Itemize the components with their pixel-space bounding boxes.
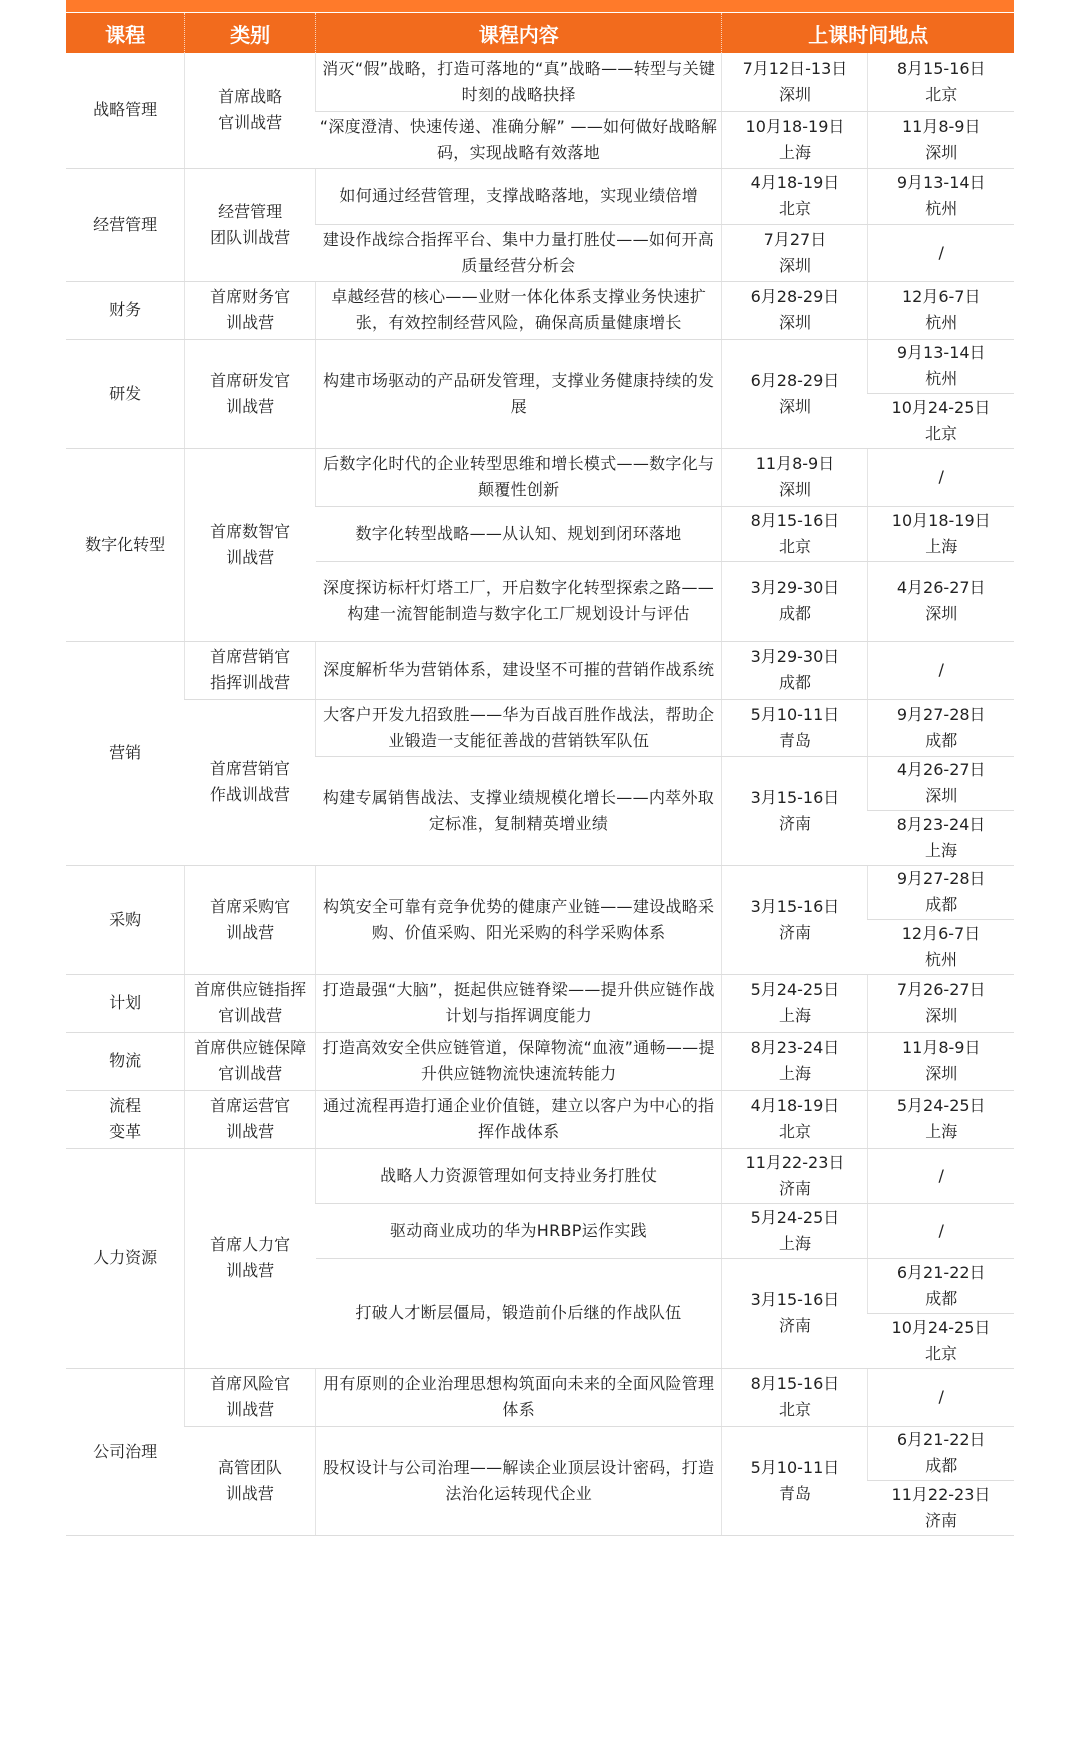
course-category-cell: 首席采购官 训战营	[185, 865, 316, 974]
session-2-cell: /	[868, 448, 1014, 506]
course-category-cell: 首席供应链保障 官训战营	[185, 1032, 316, 1090]
course-category-cell: 首席人力官 训战营	[185, 1148, 316, 1368]
session-2-cell: /	[868, 224, 1014, 281]
course-category-cell: 首席运营官 训战营	[185, 1090, 316, 1148]
course-content-cell: 驱动商业成功的华为HRBP运作实践	[316, 1203, 722, 1258]
course-content-cell: 构建专属销售战法、支撑业绩规模化增长——内萃外取定标准，复制精英增业绩	[316, 756, 722, 865]
session-2-cell: 8月15-16日 北京	[868, 53, 1014, 111]
course-subject-cell: 公司治理	[66, 1368, 185, 1535]
session-1-cell: 10月18-19日 上海	[722, 111, 868, 168]
table-row	[66, 339, 1014, 393]
session-1-cell: 3月29-30日 成都	[722, 641, 868, 699]
session-2-cell: 12月6-7日 杭州	[868, 281, 1014, 339]
course-category-cell: 首席数智官 训战营	[185, 448, 316, 641]
table-row	[66, 53, 1014, 111]
session-1-cell: 5月10-11日 青岛	[722, 699, 868, 756]
course-content-cell: 战略人力资源管理如何支持业务打胜仗	[316, 1148, 722, 1203]
table-row	[66, 699, 1014, 756]
course-subject-cell: 研发	[66, 339, 185, 448]
course-category-cell: 首席研发官 训战营	[185, 339, 316, 448]
session-1-cell: 6月28-29日 深圳	[722, 339, 868, 448]
session-2-cell: 11月8-9日 深圳	[868, 111, 1014, 168]
course-content-cell: 后数字化时代的企业转型思维和增长模式——数字化与颠覆性创新	[316, 448, 722, 506]
session-2-cell: /	[868, 1203, 1014, 1258]
course-content-cell: 如何通过经营管理，支撑战略落地，实现业绩倍增	[316, 168, 722, 224]
session-1-cell: 11月22-23日 济南	[722, 1148, 868, 1203]
session-2-cell: 11月22-23日 济南	[868, 1480, 1014, 1535]
session-2-cell: 9月13-14日 杭州	[868, 339, 1014, 393]
course-category-cell: 首席财务官 训战营	[185, 281, 316, 339]
session-2-cell: 9月27-28日 成都	[868, 699, 1014, 756]
course-subject-cell: 采购	[66, 865, 185, 974]
course-content-cell: 大客户开发九招致胜——华为百战百胜作战法，帮助企业锻造一支能征善战的营销铁军队伍	[316, 699, 722, 756]
session-1-cell: 6月28-29日 深圳	[722, 281, 868, 339]
table-row	[66, 641, 1014, 699]
course-subject-cell: 经营管理	[66, 168, 185, 281]
course-subject-cell: 战略管理	[66, 53, 185, 168]
course-category-cell: 首席供应链指挥 官训战营	[185, 974, 316, 1032]
course-subject-cell: 数字化转型	[66, 448, 185, 641]
table-row	[66, 1426, 1014, 1480]
course-content-cell: 股权设计与公司治理——解读企业顶层设计密码，打造法治化运转现代企业	[316, 1426, 722, 1535]
course-subject-cell: 营销	[66, 641, 185, 865]
course-subject-cell: 人力资源	[66, 1148, 185, 1368]
course-category-cell: 首席风险官 训战营	[185, 1368, 316, 1426]
header-time-place: 上课时间地点	[722, 13, 1014, 53]
course-content-cell: 消灭“假”战略，打造可落地的“真”战略——转型与关键时刻的战略抉择	[316, 53, 722, 111]
session-2-cell: 9月27-28日 成都	[868, 865, 1014, 919]
course-content-cell: 通过流程再造打通企业价值链，建立以客户为中心的指挥作战体系	[316, 1090, 722, 1148]
course-category-cell: 首席战略 官训战营	[185, 53, 316, 168]
top-accent-bar	[66, 0, 1014, 12]
session-2-cell: 9月13-14日 杭州	[868, 168, 1014, 224]
session-2-cell: /	[868, 641, 1014, 699]
course-content-cell: 打造高效安全供应链管道，保障物流“血液”通畅——提升供应链物流快速流转能力	[316, 1032, 722, 1090]
course-content-cell: 深度解析华为营销体系，建设坚不可摧的营销作战系统	[316, 641, 722, 699]
header-content: 课程内容	[316, 13, 722, 53]
session-2-cell: /	[868, 1148, 1014, 1203]
session-2-cell: 10月24-25日 北京	[868, 393, 1014, 448]
session-1-cell: 8月23-24日 上海	[722, 1032, 868, 1090]
course-subject-cell: 物流	[66, 1032, 185, 1090]
course-content-cell: 打造最强“大脑”，挺起供应链脊梁——提升供应链作战计划与指挥调度能力	[316, 974, 722, 1032]
table-header-row	[66, 13, 1014, 53]
session-1-cell: 7月12日-13日 深圳	[722, 53, 868, 111]
header-subject: 课程	[66, 13, 185, 53]
course-content-cell: 建设作战综合指挥平台、集中力量打胜仗——如何开高质量经营分析会	[316, 224, 722, 281]
session-1-cell: 5月10-11日 青岛	[722, 1426, 868, 1535]
session-1-cell: 5月24-25日 上海	[722, 1203, 868, 1258]
session-2-cell: 4月26-27日 深圳	[868, 561, 1014, 641]
table-row	[66, 1148, 1014, 1203]
course-content-cell: 构筑安全可靠有竞争优势的健康产业链——建设战略采购、价值采购、阳光采购的科学采购体系	[316, 865, 722, 974]
session-2-cell: 6月21-22日 成都	[868, 1258, 1014, 1313]
table-row	[66, 1090, 1014, 1148]
table-row	[66, 974, 1014, 1032]
session-1-cell: 3月29-30日 成都	[722, 561, 868, 641]
course-schedule-table	[66, 13, 1014, 1536]
course-content-cell: 卓越经营的核心——业财一体化体系支撑业务快速扩张，有效控制经营风险，确保高质量健康增长	[316, 281, 722, 339]
course-subject-cell: 流程 变革	[66, 1090, 185, 1148]
table-row	[66, 281, 1014, 339]
table-row	[66, 1368, 1014, 1426]
session-2-cell: 12月6-7日 杭州	[868, 919, 1014, 974]
session-2-cell: 6月21-22日 成都	[868, 1426, 1014, 1480]
course-content-cell: “深度澄清、快速传递、准确分解” ——如何做好战略解码，实现战略有效落地	[316, 111, 722, 168]
course-category-cell: 首席营销官 指挥训战营	[185, 641, 316, 699]
session-2-cell: 10月24-25日 北京	[868, 1313, 1014, 1368]
table-row	[66, 448, 1014, 506]
session-2-cell: /	[868, 1368, 1014, 1426]
course-content-cell: 构建市场驱动的产品研发管理，支撑业务健康持续的发展	[316, 339, 722, 448]
course-content-cell: 深度探访标杆灯塔工厂，开启数字化转型探索之路——构建一流智能制造与数字化工厂规划设计与评估	[316, 561, 722, 641]
course-content-cell: 打破人才断层僵局，锻造前仆后继的作战队伍	[316, 1258, 722, 1368]
table-row	[66, 168, 1014, 224]
session-1-cell: 8月15-16日 北京	[722, 1368, 868, 1426]
course-category-cell: 高管团队 训战营	[185, 1426, 316, 1535]
session-2-cell: 7月26-27日 深圳	[868, 974, 1014, 1032]
header-category: 类别	[185, 13, 316, 53]
session-1-cell: 8月15-16日 北京	[722, 506, 868, 561]
session-2-cell: 8月23-24日 上海	[868, 810, 1014, 865]
session-1-cell: 3月15-16日 济南	[722, 756, 868, 865]
course-content-cell: 用有原则的企业治理思想构筑面向未来的全面风险管理体系	[316, 1368, 722, 1426]
session-1-cell: 3月15-16日 济南	[722, 1258, 868, 1368]
course-subject-cell: 计划	[66, 974, 185, 1032]
table-row	[66, 1032, 1014, 1090]
session-1-cell: 4月18-19日 北京	[722, 168, 868, 224]
course-category-cell: 经营管理 团队训战营	[185, 168, 316, 281]
session-1-cell: 5月24-25日 上海	[722, 974, 868, 1032]
session-1-cell: 4月18-19日 北京	[722, 1090, 868, 1148]
session-2-cell: 10月18-19日 上海	[868, 506, 1014, 561]
session-2-cell: 4月26-27日 深圳	[868, 756, 1014, 810]
session-1-cell: 3月15-16日 济南	[722, 865, 868, 974]
table-row	[66, 865, 1014, 919]
course-subject-cell: 财务	[66, 281, 185, 339]
course-category-cell: 首席营销官 作战训战营	[185, 699, 316, 865]
course-content-cell: 数字化转型战略——从认知、规划到闭环落地	[316, 506, 722, 561]
session-1-cell: 7月27日 深圳	[722, 224, 868, 281]
session-1-cell: 11月8-9日 深圳	[722, 448, 868, 506]
session-2-cell: 5月24-25日 上海	[868, 1090, 1014, 1148]
session-2-cell: 11月8-9日 深圳	[868, 1032, 1014, 1090]
